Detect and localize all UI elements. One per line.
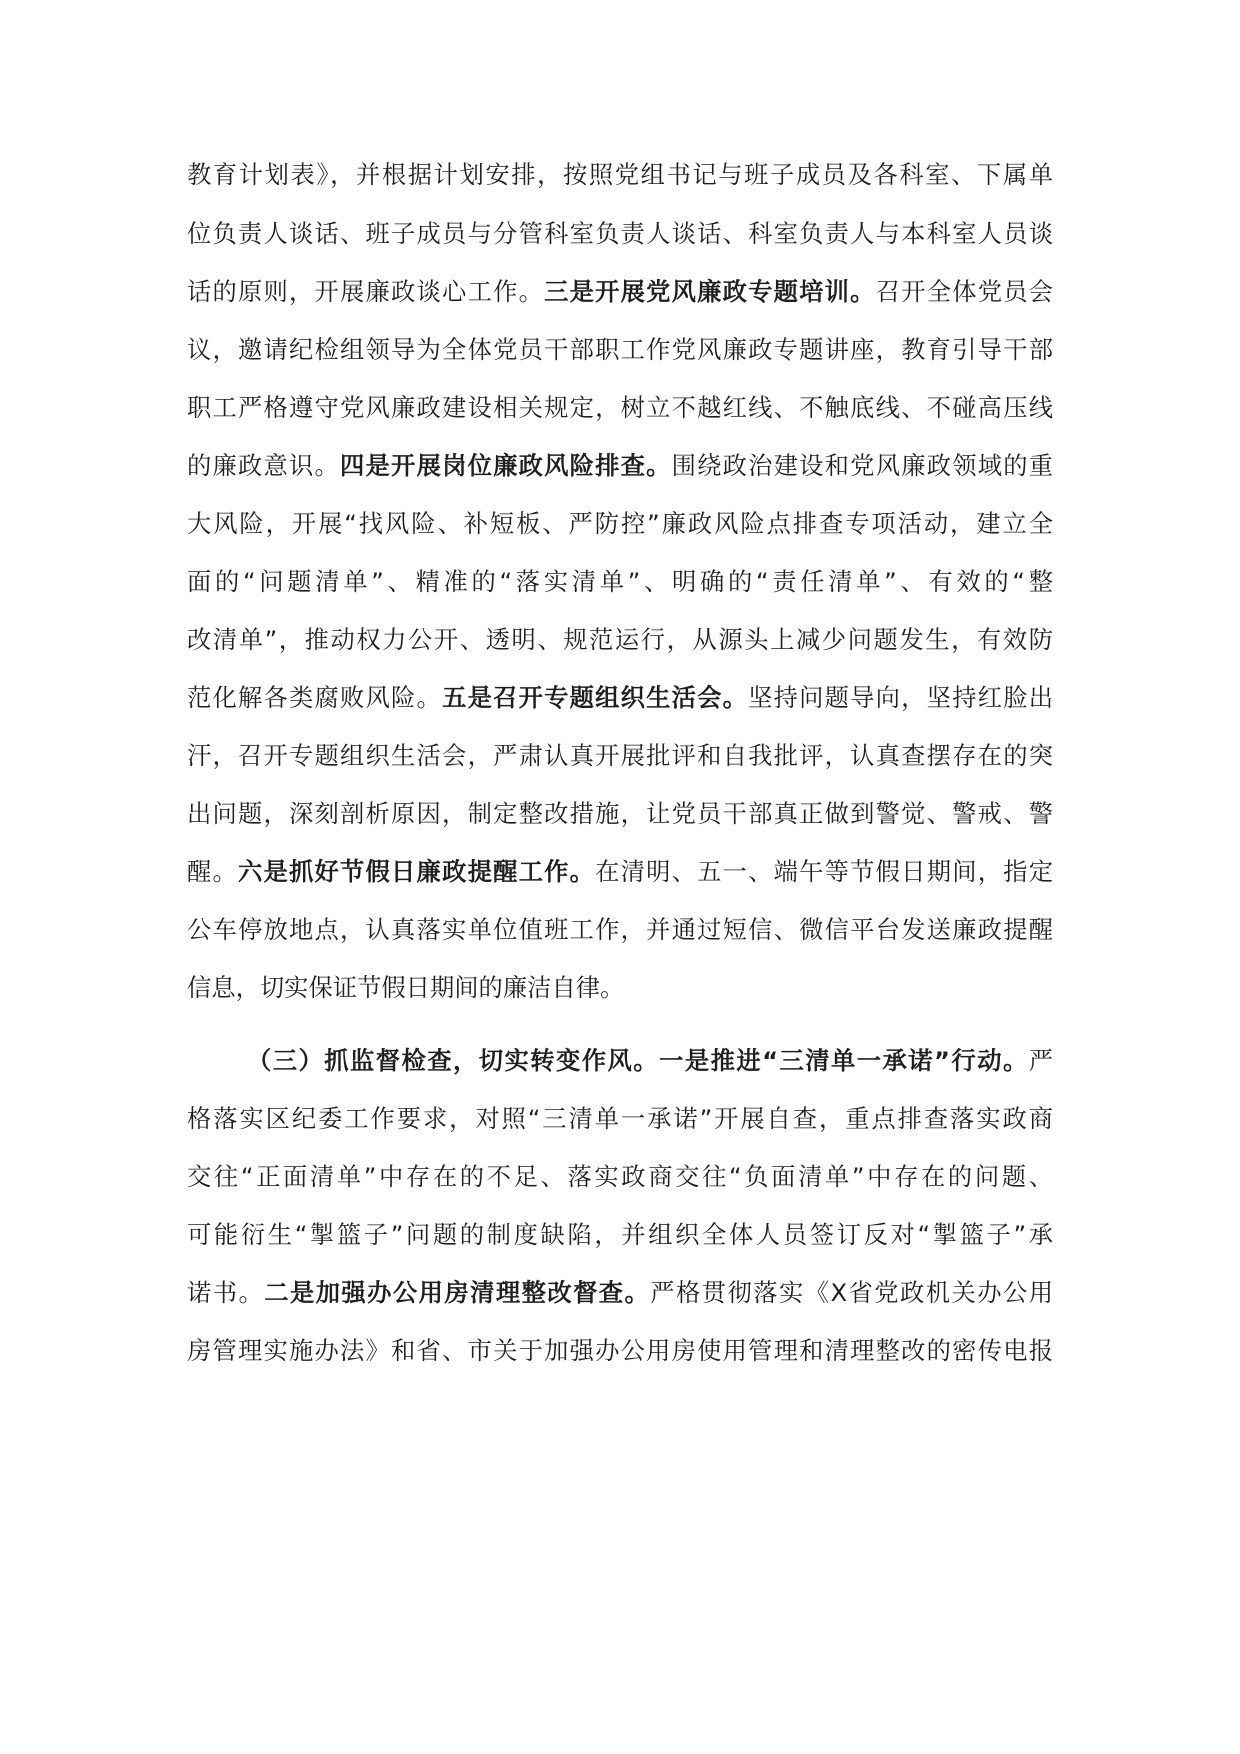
text-line — [187, 1273, 1053, 1313]
text-line — [187, 504, 1053, 544]
text-run: 教育计划表》，并根据计划安排，按照党组书记与班子成员及各科室、下属单 — [187, 160, 1053, 189]
text-run: 的廉政意识。 — [187, 451, 341, 480]
text-run: 信息，切实保证节假日期间的廉洁自律。 — [187, 973, 625, 1002]
text-run: 坚持问题导向，坚持红脸出 — [748, 683, 1053, 712]
text-run: 召开全体党员会 — [875, 277, 1053, 306]
text-line — [187, 388, 1053, 428]
text-run: 交往“正面清单”中存在的不足、落实政商交往“负面清单”中存在的问题、 — [187, 1162, 1053, 1191]
text-line — [187, 562, 1053, 602]
text-run: 格落实区纪委工作要求，对照“三清单一承诺”开展自查，重点排查落实政商 — [187, 1104, 1053, 1133]
text-run: 汗，召开专题组织生活会，严肃认真开展批评和自我批评，认真查摆存在的突 — [187, 741, 1053, 770]
text-line — [187, 214, 1053, 254]
text-run: 面的“问题清单”、精准的“落实清单”、明确的“责任清单”、有效的“整 — [187, 567, 1053, 596]
text-run: 职工严格遵守党风廉政建设相关规定，树立不越红线、不触底线、不碰高压线 — [187, 393, 1053, 422]
text-run: 范化解各类腐败风险。 — [187, 683, 443, 712]
text-line — [187, 736, 1053, 776]
bold-heading-run: 五是召开专题组织生活会。 — [442, 683, 749, 712]
text-line — [247, 1041, 1053, 1081]
text-line — [187, 272, 1053, 312]
text-line — [187, 155, 1053, 195]
text-line — [187, 910, 1053, 950]
text-line — [187, 620, 1053, 660]
text-run: 改清单”，推动权力公开、透明、规范运行，从源头上减少问题发生，有效防 — [187, 625, 1053, 654]
bold-heading-run: 一是推进“三清单一承诺”行动。 — [659, 1046, 1029, 1075]
text-run: 严格贯彻落实《X省党政机关办公用 — [650, 1278, 1053, 1307]
text-line — [187, 1215, 1053, 1255]
text-line — [187, 330, 1053, 370]
text-run: 话的原则，开展廉政谈心工作。 — [187, 277, 545, 306]
text-run: 公车停放地点，认真落实单位值班工作，并通过短信、微信平台发送廉政提醒 — [187, 915, 1053, 944]
text-line — [187, 1331, 1053, 1371]
text-line — [187, 794, 1053, 834]
bold-heading-run: 六是抓好节假日廉政提醒工作。 — [238, 857, 596, 886]
text-run: 位负责人谈话、班子成员与分管科室负责人谈话、科室负责人与本科室人员谈 — [187, 219, 1053, 248]
text-run: 大风险，开展“找风险、补短板、严防控”廉政风险点排查专项活动，建立全 — [187, 509, 1053, 538]
text-line — [187, 968, 1053, 1008]
text-line — [187, 1157, 1053, 1197]
text-run: 严 — [1028, 1046, 1053, 1075]
text-run: 议，邀请纪检组领导为全体党员干部职工作党风廉政专题讲座，教育引导干部 — [187, 335, 1053, 364]
bold-heading-run: 三是开展党风廉政专题培训。 — [544, 277, 876, 306]
text-line — [187, 852, 1053, 892]
text-line — [187, 1099, 1053, 1139]
text-run: 出问题，深刻剖析原因，制定整改措施，让党员干部真正做到警觉、警戒、警 — [187, 799, 1053, 828]
text-line — [187, 678, 1053, 718]
text-run: 房管理实施办法》和省、市关于加强办公用房使用管理和清理整改的密传电报 — [187, 1336, 1053, 1365]
bold-heading-run: （三）抓监督检查，切实转变作风。 — [247, 1046, 660, 1075]
text-run: 诺书。 — [187, 1278, 265, 1307]
text-run: 可能衍生“掣篮子”问题的制度缺陷，并组织全体人员签订反对“掣篮子”承 — [187, 1220, 1053, 1249]
text-run: 在清明、五一、端午等节假日期间，指定 — [595, 857, 1053, 886]
bold-heading-run: 二是加强办公用房清理整改督查。 — [264, 1278, 651, 1307]
text-run: 围绕政治建设和党风廉政领域的重 — [671, 451, 1053, 480]
text-run: 醒。 — [187, 857, 239, 886]
text-line — [187, 446, 1053, 486]
bold-heading-run: 四是开展岗位廉政风险排查。 — [340, 451, 672, 480]
